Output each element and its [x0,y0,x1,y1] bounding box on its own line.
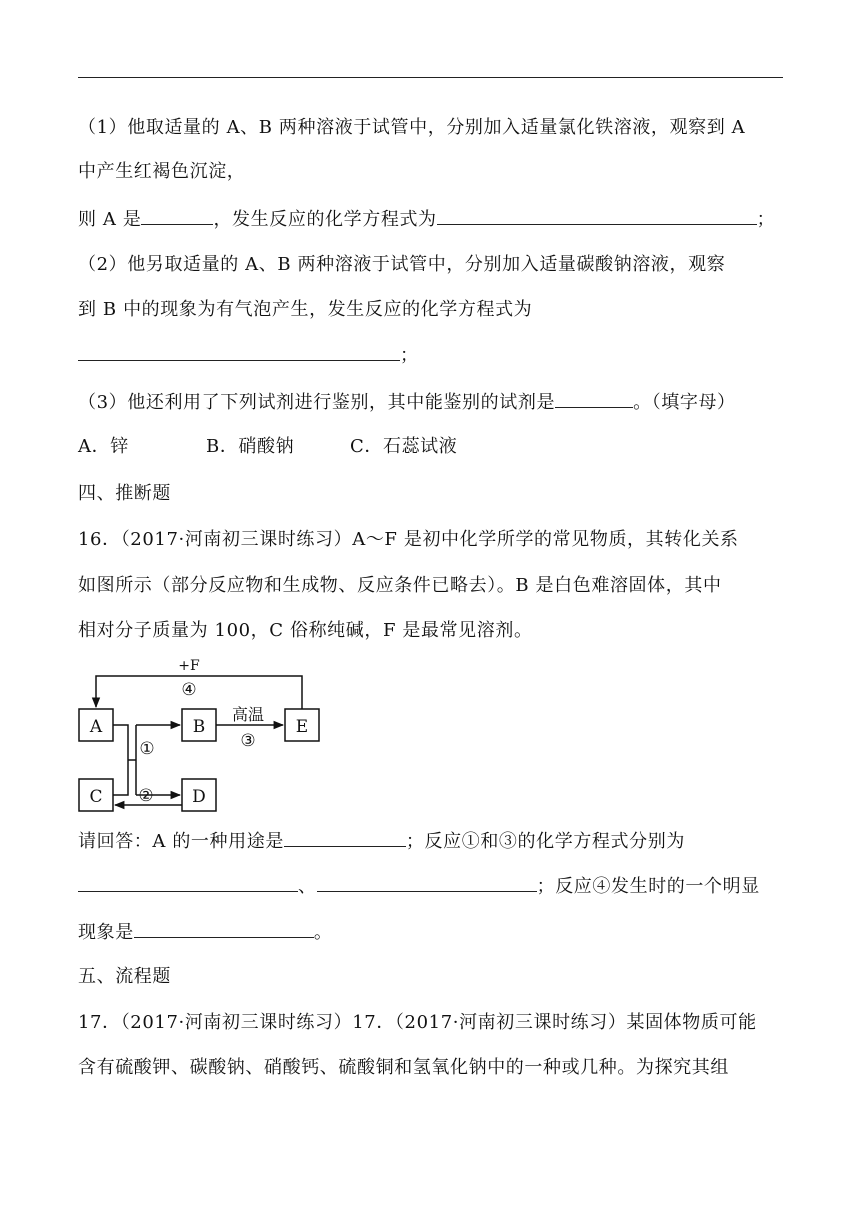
arrow-e-to-a [96,676,302,709]
answer-blank-use[interactable] [284,828,406,847]
q16-text: ；反应①和③的化学方程式分别为 [405,831,685,852]
q15-text: ； [756,209,776,230]
section-heading: 四、推断题 [78,483,171,504]
q17-line1: 17．（2017·河南初三课时练习）17．（2017·河南初三课时练习）某固体物质可能 [78,1012,757,1033]
q15-part2-line2: 到 B 中的现象为有气泡产生，发生反应的化学方程式为 [78,299,533,320]
q16-line2: 如图所示（部分反应物和生成物、反应条件已略去）。B 是白色难溶固体，其中 [78,575,722,596]
q16-answer-line2 [78,873,760,899]
bracket-a-c [113,725,128,795]
q16-answer-line3 [78,919,332,945]
q17-line2: 含有硫酸钾、碳酸钠、硝酸钙、硫酸铜和氢氧化钠中的一种或几种。为探究其组 [78,1057,729,1078]
q16-answer-line1 [78,828,685,854]
q16-text: 、 [298,876,317,897]
q15-text: 则 A 是 [78,209,142,230]
label-reaction-4: ④ [181,680,197,700]
option-a: A．锌 [78,436,129,457]
answer-blank-a[interactable] [141,206,213,225]
q15-part1-line1: （1）他取适量的 A、B 两种溶液于试管中，分别加入适量氯化铁溶液，观察到 A [78,117,746,138]
box-label-e: E [295,717,309,737]
q15-text: ； [400,345,419,366]
q16-line1: 16．（2017·河南初三课时练习）A～F 是初中化学所学的常见物质，其转化关系 [78,529,739,550]
q15-text: ，发生反应的化学方程式为 [213,209,437,230]
q16-text: 现象是 [78,922,134,943]
q15-text: 。（填字母） [633,392,736,413]
answer-blank-eq3[interactable] [317,873,537,892]
label-high-temp: 高温 [231,705,265,724]
header-rule [78,77,783,78]
label-plus-f: +F [178,658,200,674]
q16-text: 。 [313,922,333,943]
q16-text: 请回答：A 的一种用途是 [78,831,284,852]
answer-blank-phenomenon[interactable] [134,919,314,938]
box-label-b: B [192,717,206,737]
q15-part3-line1 [78,389,736,415]
label-reaction-2: ② [138,786,154,806]
answer-blank-reagent[interactable] [555,389,633,408]
q16-text: ；反应④发生时的一个明显 [536,876,760,897]
answer-blank-equation2[interactable] [78,342,400,361]
answer-blank-equation[interactable] [437,206,757,225]
q15-part1-line2: 中产生红褐色沉淀， [78,161,246,182]
label-reaction-1: ① [139,739,155,759]
q15-part2-line1: （2）他另取适量的 A、B 两种溶液于试管中，分别加入适量碳酸钠溶液，观察 [78,254,726,275]
q15-text: （3）他还利用了下列试剂进行鉴别，其中能鉴别的试剂是 [78,392,556,413]
answer-blank-eq1[interactable] [78,873,298,892]
box-label-d: D [192,787,206,807]
option-c: C．石蕊试液 [350,436,458,457]
option-b: B．硝酸钠 [206,436,295,457]
label-reaction-3: ③ [240,731,256,751]
box-label-c: C [89,787,103,807]
q15-part1-line3 [78,206,775,232]
q15-options [78,435,457,459]
reaction-diagram [76,654,326,814]
section-heading: 五、流程题 [78,966,171,987]
q16-line3: 相对分子质量为 100，C 俗称纯碱，F 是最常见溶剂。 [78,620,533,641]
box-label-a: A [89,717,103,737]
q15-part2-line3 [78,342,419,368]
